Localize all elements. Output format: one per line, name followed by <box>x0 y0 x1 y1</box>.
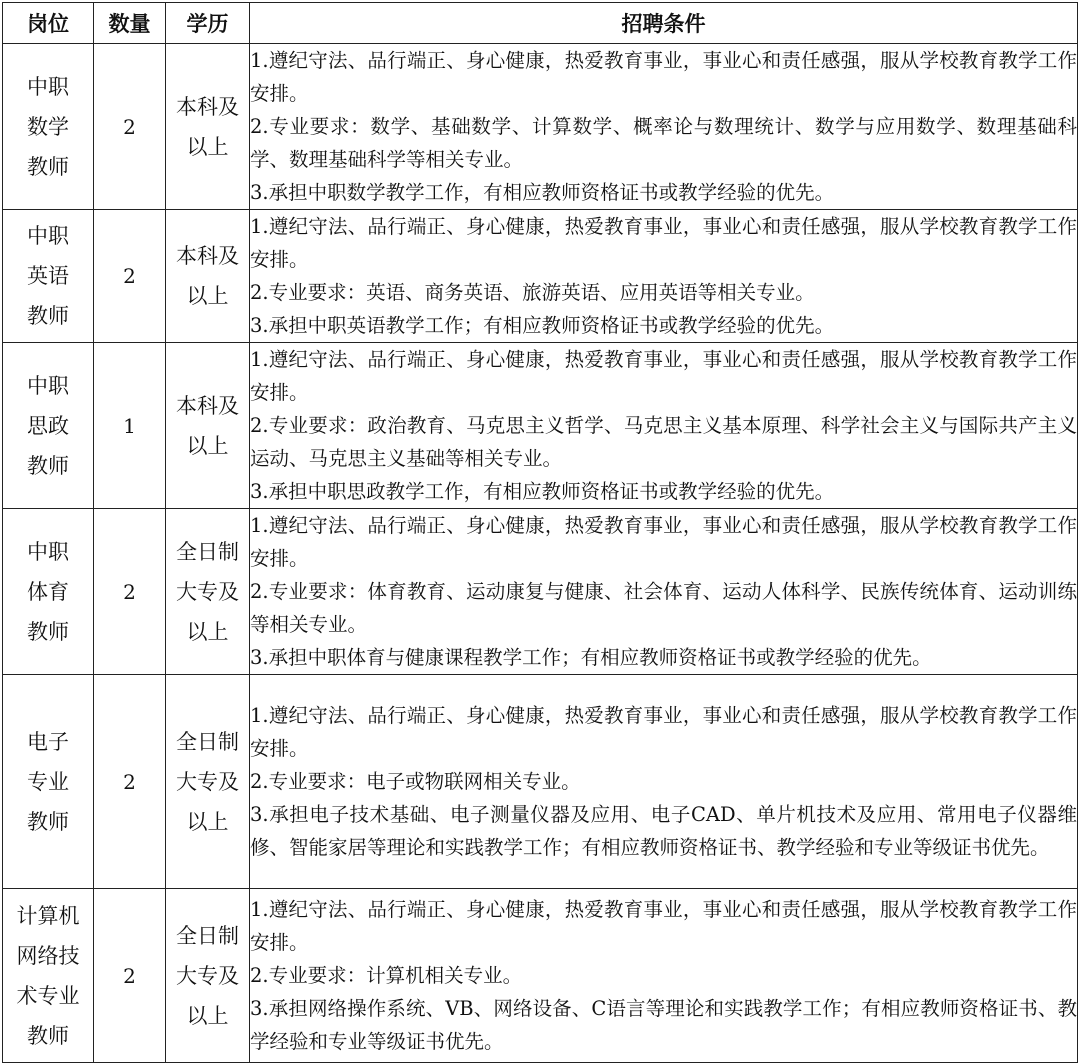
education-line: 大专及 <box>176 963 239 988</box>
requirement-item: 1.遵纪守法、品行端正、身心健康，热爱教育事业，事业心和责任感强，服从学校教育教学工作安排。 <box>250 514 1077 570</box>
position-line: 教师 <box>27 154 69 179</box>
education-line: 大专及 <box>176 579 239 604</box>
position-line: 教师 <box>27 304 69 328</box>
education-cell <box>166 509 250 675</box>
table-body <box>3 44 1078 1063</box>
requirement-item: 3.承担电子技术基础、电子测量仪器及应用、电子CAD、单片机技术及应用、常用电子仪器维修、智能家居等理论和实践教学工作；有相应教师资格证书、教学经验和专业等级证书优先。 <box>250 803 1077 859</box>
education-line: 本科及 <box>176 94 239 119</box>
requirement-item: 2.专业要求：数学、基础数学、计算数学、概率论与数理统计、数学与应用数学、数理基础科学、数理基础科学等相关专业。 <box>250 115 1077 171</box>
position-line: 网络技 <box>16 943 80 968</box>
requirement-item: 3.承担中职数学教学工作，有相应教师资格证书或教学经验的优先。 <box>250 181 835 204</box>
position-line: 英语 <box>27 264 69 288</box>
header-position: 岗位 <box>3 3 94 44</box>
count-cell: 2 <box>94 210 166 343</box>
position-cell <box>3 44 94 210</box>
position-line: 电子 <box>27 729 69 754</box>
requirement-item: 1.遵纪守法、品行端正、身心健康，热爱教育事业，事业心和责任感强，服从学校教育教学工作安排。 <box>250 215 1077 271</box>
requirement-item: 1.遵纪守法、品行端正、身心健康，热爱教育事业，事业心和责任感强，服从学校教育教学工作安排。 <box>250 704 1077 760</box>
table-header-row <box>3 3 1078 44</box>
position-line: 教师 <box>27 453 69 478</box>
education-line: 全日制 <box>176 539 239 564</box>
position-line: 中职 <box>27 373 69 398</box>
count-cell: 2 <box>94 44 166 210</box>
count-cell: 2 <box>94 509 166 675</box>
education-line: 以上 <box>186 809 229 834</box>
position-cell <box>3 675 94 889</box>
requirements-cell <box>250 509 1078 675</box>
education-line: 以上 <box>186 433 229 458</box>
requirement-item: 1.遵纪守法、品行端正、身心健康，热爱教育事业，事业心和责任感强，服从学校教育教学工作安排。 <box>250 348 1077 404</box>
education-line: 全日制 <box>176 729 239 754</box>
position-line: 计算机 <box>16 903 80 928</box>
requirements-cell <box>250 343 1078 509</box>
requirement-item: 3.承担中职体育与健康课程教学工作；有相应教师资格证书或教学经验的优先。 <box>250 646 932 669</box>
position-cell <box>3 889 94 1063</box>
requirement-item: 2.专业要求：电子或物联网相关专业。 <box>250 770 581 793</box>
education-line: 本科及 <box>176 393 239 418</box>
position-line: 中职 <box>27 74 69 99</box>
education-cell <box>166 889 250 1063</box>
table-row <box>3 509 1078 675</box>
requirements-cell <box>250 210 1078 343</box>
recruitment-table <box>2 2 1078 1063</box>
position-line: 教师 <box>27 1023 69 1048</box>
position-line: 中职 <box>27 539 69 564</box>
education-line: 以上 <box>186 1003 229 1028</box>
requirement-item: 1.遵纪守法、品行端正、身心健康，热爱教育事业，事业心和责任感强，服从学校教育教学工作安排。 <box>250 898 1077 954</box>
requirement-item: 2.专业要求：英语、商务英语、旅游英语、应用英语等相关专业。 <box>250 281 815 304</box>
table-row <box>3 343 1078 509</box>
education-line: 本科及 <box>176 244 239 268</box>
position-line: 术专业 <box>16 983 80 1008</box>
requirements-cell <box>250 675 1078 889</box>
position-line: 思政 <box>27 413 69 438</box>
requirements-cell <box>250 44 1078 210</box>
education-cell <box>166 343 250 509</box>
requirement-item: 3.承担网络操作系统、VB、网络设备、C语言等理论和实践教学工作；有相应教师资格证书、教学经验和专业等级证书优先。 <box>250 997 1077 1053</box>
position-cell <box>3 210 94 343</box>
count-cell: 2 <box>94 889 166 1063</box>
education-cell <box>166 675 250 889</box>
requirement-item: 2.专业要求：计算机相关专业。 <box>250 964 523 987</box>
header-education: 学历 <box>166 3 250 44</box>
education-line: 以上 <box>186 134 229 159</box>
table-row <box>3 210 1078 343</box>
position-line: 体育 <box>27 579 69 604</box>
education-cell <box>166 44 250 210</box>
education-line: 大专及 <box>176 769 239 794</box>
requirement-item: 1.遵纪守法、品行端正、身心健康，热爱教育事业，事业心和责任感强，服从学校教育教学工作安排。 <box>250 49 1077 105</box>
header-requirements: 招聘条件 <box>250 3 1078 44</box>
header-count: 数量 <box>94 3 166 44</box>
education-line: 以上 <box>186 284 229 308</box>
table-row <box>3 675 1078 889</box>
requirement-item: 3.承担中职思政教学工作，有相应教师资格证书或教学经验的优先。 <box>250 480 835 503</box>
education-cell <box>166 210 250 343</box>
position-cell <box>3 343 94 509</box>
requirements-cell <box>250 889 1078 1063</box>
table-row <box>3 44 1078 210</box>
education-line: 全日制 <box>176 923 239 948</box>
position-line: 教师 <box>27 619 69 644</box>
requirement-item: 2.专业要求：体育教育、运动康复与健康、社会体育、运动人体科学、民族传统体育、运动训练等相关专业。 <box>250 580 1077 636</box>
requirement-item: 2.专业要求：政治教育、马克思主义哲学、马克思主义基本原理、科学社会主义与国际共产主义运动、马克思主义基础等相关专业。 <box>250 414 1077 470</box>
position-line: 中职 <box>27 224 69 248</box>
position-cell <box>3 509 94 675</box>
position-line: 数学 <box>27 114 69 139</box>
position-line: 教师 <box>27 809 69 834</box>
requirement-item: 3.承担中职英语教学工作；有相应教师资格证书或教学经验的优先。 <box>250 314 835 337</box>
table-row <box>3 889 1078 1063</box>
position-line: 专业 <box>27 769 69 794</box>
count-cell: 2 <box>94 675 166 889</box>
education-line: 以上 <box>186 619 229 644</box>
count-cell: 1 <box>94 343 166 509</box>
